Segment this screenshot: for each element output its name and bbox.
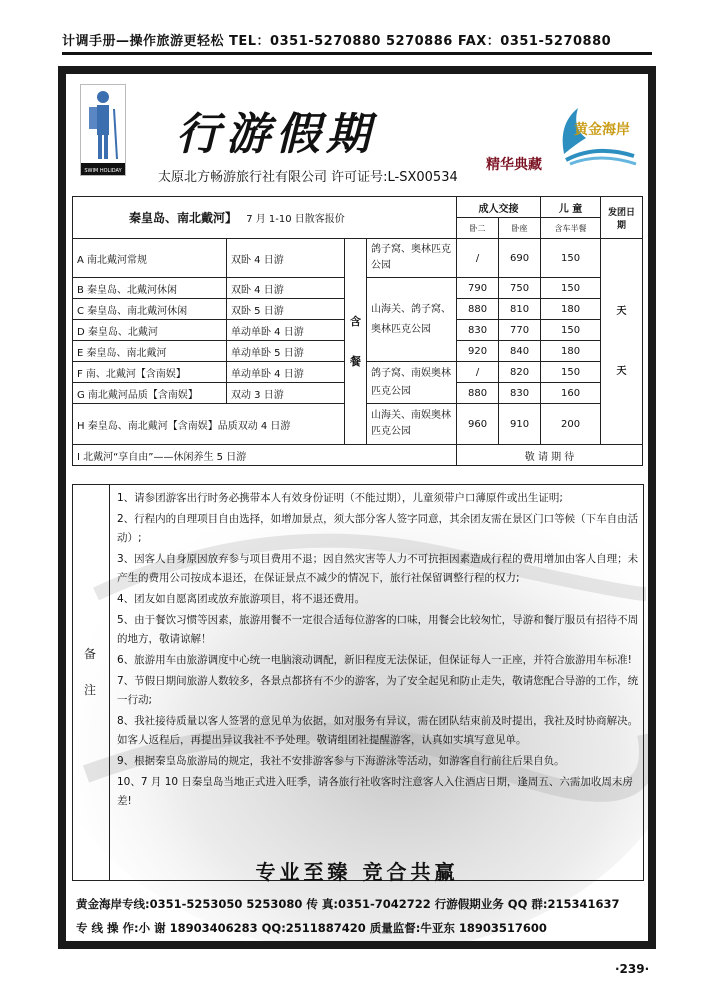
spots-group-1: 鸽子窝、奥林匹克公园: [367, 239, 457, 278]
spots-group-3: 鸽子窝、南娱奥林匹克公园: [367, 362, 457, 404]
footer-contacts-line1: 黄金海岸专线:0351-5253050 5253080 传 真:0351-7042722 行游假期业务 QQ 群:215341637: [76, 897, 620, 911]
route-type: 单动单卧 5 日游: [227, 341, 345, 362]
price-a: 880: [457, 299, 499, 320]
notes-list: [117, 489, 639, 813]
hiker-icon: [81, 85, 125, 175]
note-item: 10、7 月 10 日秦皇岛当地正式进入旺季，请各旅行社收客时注意客人入住酒店日期，逢周五、六需加收周末房差!: [117, 776, 633, 807]
page-number: ·239·: [615, 962, 650, 976]
note-item: 9、根据秦皇岛旅游局的规定，我社不安排游客参与下海游泳等活动，如游客自行前往后果自负。: [117, 755, 565, 767]
golden-coast-logo-text: 黄金海岸: [574, 122, 630, 138]
price-a: 960: [457, 404, 499, 445]
note-item: 4、团友如自愿离团或放弃旅游项目，将不退还费用。: [117, 593, 366, 605]
table-title: [73, 197, 457, 239]
note-item: 8、我社接待质量以客人签署的意见单为依据，如对服务有异议，需在团队结束前及时提出，我社及时协商解决。如客人返程后，再提出异议我社不予处理。敬请组团社提醒游客，认真如实填写意见单。: [117, 715, 639, 746]
route-name: F 南、北戴河【含南娱】: [73, 362, 227, 383]
depart-label-2: 天: [616, 365, 627, 377]
note-item: 2、行程内的自理项目自由选择，如增加景点，须大部分客人签字同意，其余团友需在景区门口等候（下车自由活动）;: [117, 513, 639, 544]
spots-group-4: 山海关、南娱奥林匹克公园: [367, 404, 457, 445]
price-child: 150: [541, 320, 601, 341]
company-license: 太原北方畅游旅行社有限公司 许可证号:L-SX00534: [158, 170, 458, 185]
slogan: 专业至臻 竞合共赢: [255, 860, 459, 884]
route-type: 双卧 4 日游: [227, 278, 345, 299]
route-name: A 南北戴河常规: [73, 239, 227, 278]
route-type: 双卧 4 日游: [227, 239, 345, 278]
price-b: 820: [499, 362, 541, 383]
note-item: 5、由于餐饮习惯等因素，旅游用餐不一定很合适每位游客的口味，用餐会比较匆忙，导游和餐厅服员有招待不周的地方，敬请谅解！: [117, 614, 639, 645]
brochure-frame: [58, 66, 656, 949]
route-name-i: I 北戴河“享自由”——休闲养生 5 日游: [73, 445, 457, 466]
price-a: 880: [457, 383, 499, 404]
price-child: 180: [541, 341, 601, 362]
col-adult-header: 成人交接: [457, 197, 541, 218]
price-child: 180: [541, 299, 601, 320]
price-child: 150: [541, 362, 601, 383]
price-a: 920: [457, 341, 499, 362]
col-adult-b-header: 卧座: [499, 218, 541, 239]
route-type: 双卧 5 日游: [227, 299, 345, 320]
note-item: 3、因客人自身原因放弃参与项目费用不退；因自然灾害等人力不可抗拒因素造成行程的费用增加由客人自理；未产生的费用公司按成本退还，在保证景点不减少的情况下，旅行社保留调整行程的权力;: [117, 553, 639, 584]
hiker-logo-text: SWIM HOLIDAY: [84, 168, 122, 174]
price-table: [72, 196, 643, 466]
header-contact-line: 计调手册—操作旅游更轻松 TEL：0351-5270880 5270886 FAX：0351-5270880: [62, 30, 652, 55]
col-adult-a-header: 卧二: [457, 218, 499, 239]
col-child-sub-header: 含车半餐: [541, 218, 601, 239]
route-name: E 秦皇岛、南北戴河: [73, 341, 227, 362]
route-type: 单动单卧 4 日游: [227, 320, 345, 341]
hiker-logo: [80, 84, 126, 176]
meal-column: [345, 239, 367, 445]
col-depart-header: 发团日期: [601, 197, 643, 239]
price-child: 150: [541, 239, 601, 278]
note-item: 7、节假日期间旅游人数较多，各景点都挤有不少的游客，为了安全起见和防止走失，敬请您配合导游的工作，统一行动;: [117, 675, 639, 706]
col-child-header: 儿 童: [541, 197, 601, 218]
price-b: 840: [499, 341, 541, 362]
price-child: 160: [541, 383, 601, 404]
note-item: 6、旅游用车由旅游调度中心统一电脑滚动调配，新旧程度无法保证，但保证每人一正座，并符合旅游用车标准!: [117, 654, 632, 666]
price-a: 830: [457, 320, 499, 341]
route-name: C 秦皇岛、南北戴河休闲: [73, 299, 227, 320]
notes-label-2: 注: [84, 683, 97, 697]
price-b: 750: [499, 278, 541, 299]
tagline: 精华典藏: [486, 157, 542, 173]
price-a: /: [457, 362, 499, 383]
meal-label-2: 餐: [350, 354, 361, 368]
price-b: 910: [499, 404, 541, 445]
meal-label-1: 含: [350, 314, 361, 328]
brochure-header: [66, 74, 648, 192]
route-type: 单动单卧 4 日游: [227, 362, 345, 383]
price-child: 200: [541, 404, 601, 445]
depart-label-1: 天: [616, 305, 627, 317]
route-name: G 南北戴河品质【含南娱】: [73, 383, 227, 404]
price-b: 770: [499, 320, 541, 341]
route-name: B 秦皇岛、北戴河休闲: [73, 278, 227, 299]
notes-label: [73, 485, 110, 880]
price-a: /: [457, 239, 499, 278]
route-name: D 秦皇岛、北戴河: [73, 320, 227, 341]
table-title-sub: 7 月 1-10 日散客报价: [246, 214, 345, 225]
footer-contacts-line2: 专 线 操 作:小 谢 18903406283 QQ:2511887420 质量监督:牛亚东 18903517600: [76, 921, 547, 935]
price-a: 790: [457, 278, 499, 299]
note-item: 1、请参团游客出行时务必携带本人有效身份证明（不能过期），儿童须带户口薄原件或出生证明;: [117, 492, 563, 504]
brochure-content: [66, 74, 648, 941]
route-name: H 秦皇岛、南北戴河【含南娱】品质双动 4 日游: [73, 404, 345, 445]
spots-group-2: 山海关、鸽子窝、奥林匹克公园: [367, 278, 457, 362]
depart-column: [601, 239, 643, 445]
notes-section: [72, 484, 644, 881]
price-child: 150: [541, 278, 601, 299]
price-b: 810: [499, 299, 541, 320]
table-title-main: 秦皇岛、南北戴河】: [129, 211, 238, 225]
price-b: 830: [499, 383, 541, 404]
notes-label-1: 备: [84, 647, 97, 661]
price-b: 690: [499, 239, 541, 278]
golden-coast-logo: [556, 94, 638, 166]
route-type: 双动 3 日游: [227, 383, 345, 404]
brand-title: 行游假期: [176, 109, 376, 160]
coming-soon: 敬 请 期 待: [457, 445, 643, 466]
